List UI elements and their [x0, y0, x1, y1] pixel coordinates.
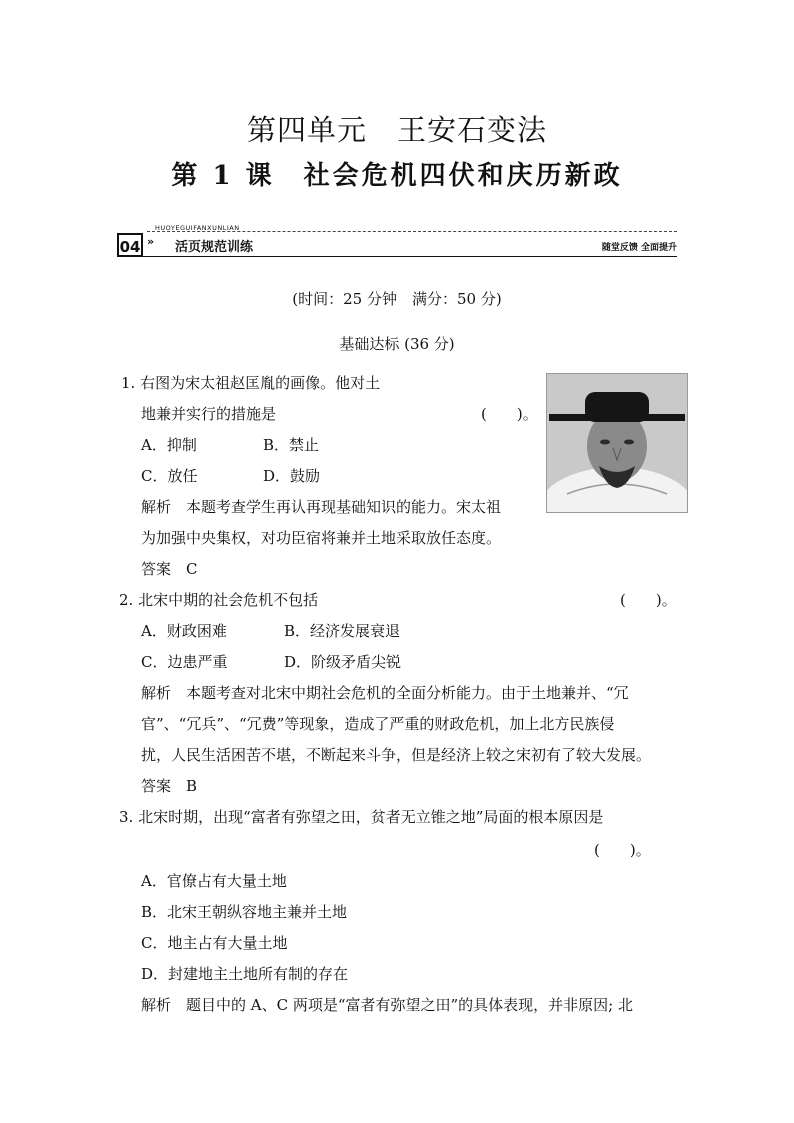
- banner-pinyin: HUOYEGUIFANXUNLIAN: [155, 224, 240, 232]
- q1-stem-line2: 地兼并实行的措施是: [141, 405, 277, 423]
- banner-underline: [143, 256, 677, 257]
- q3-option-d: D．封建地主土地所有制的存在: [141, 965, 349, 983]
- q2-explanation-line1: 解析 本题考查对北宋中期社会危机的全面分析能力。由于土地兼并、“冗: [141, 684, 629, 702]
- q1-answer-paren: ( )。: [481, 405, 538, 423]
- q1-option-a: A．抑制: [141, 436, 197, 454]
- q2-option-d: D．阶级矛盾尖锐: [284, 653, 402, 671]
- section-title: 基础达标 (36 分): [339, 335, 455, 353]
- q1-option-b: B．禁止: [263, 436, 320, 454]
- q3-option-c: C．地主占有大量土地: [141, 934, 288, 952]
- section-banner: [117, 226, 677, 262]
- exam-meta: (时间：25 分钟 满分：50 分): [292, 290, 502, 308]
- double-arrow-icon: »: [147, 235, 155, 248]
- q1-option-c: C．放任: [141, 467, 198, 485]
- q2-option-c: C．边患严重: [141, 653, 228, 671]
- q3-option-b: B．北宋王朝纵容地主兼并土地: [141, 903, 348, 921]
- portrait-drawing: [547, 374, 687, 512]
- q2-answer: 答案 B: [141, 777, 198, 795]
- q2-explanation-line3: 扰，人民生活困苦不堪，不断起来斗争，但是经济上较之宋初有了较大发展。: [141, 746, 652, 764]
- unit-title: 第四单元 王安石变法: [246, 113, 547, 147]
- q1-option-d: D．鼓励: [263, 467, 321, 485]
- q2-stem: 2. 北宋中期的社会危机不包括: [119, 591, 319, 609]
- q1-explanation-line1: 解析 本题考查学生再认再现基础知识的能力。宋太祖: [141, 498, 502, 516]
- q2-answer-paren: ( )。: [620, 591, 677, 609]
- q3-explanation-line1: 解析 题目中的 A、C 两项是“富者有弥望之田”的具体表现，并非原因; 北: [141, 996, 634, 1014]
- banner-right-text: 随堂反馈 全面提升: [601, 243, 677, 253]
- q3-option-a: A．官僚占有大量土地: [141, 872, 287, 890]
- q1-explanation-line2: 为加强中央集权，对功臣宿将兼并土地采取放任态度。: [141, 529, 502, 547]
- portrait-image: [546, 373, 688, 513]
- q2-option-a: A．财政困难: [141, 622, 227, 640]
- lesson-title: 第 1 课 社会危机四伏和庆历新政: [171, 161, 623, 191]
- q1-answer: 答案 C: [141, 560, 198, 578]
- banner-number: 04: [117, 233, 143, 257]
- q2-option-b: B．经济发展衰退: [284, 622, 401, 640]
- q3-answer-paren: ( )。: [594, 841, 651, 859]
- q1-stem-line1: 1. 右图为宋太祖赵匡胤的画像。他对土: [121, 374, 381, 392]
- q2-explanation-line2: 官”、“冗兵”、“冗费”等现象，造成了严重的财政危机，加上北方民族侵: [141, 715, 615, 733]
- banner-label: 活页规范训练: [175, 240, 254, 255]
- q3-stem: 3. 北宋时期，出现“富者有弥望之田，贫者无立锥之地”局面的根本原因是: [119, 808, 604, 826]
